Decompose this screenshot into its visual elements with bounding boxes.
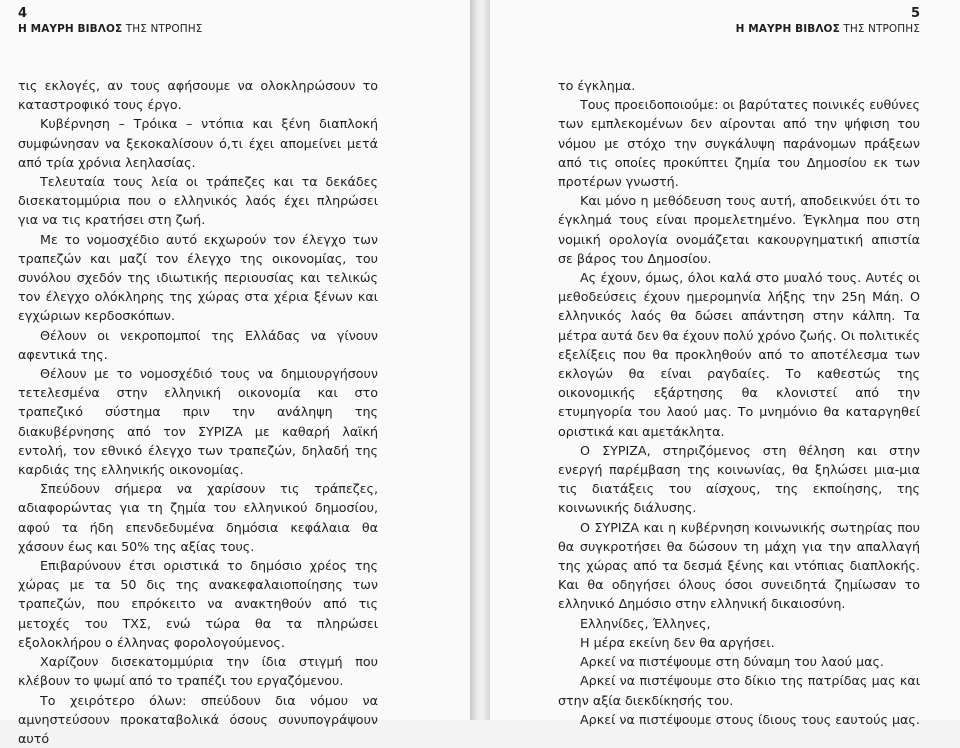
paragraph: τις εκλογές, αν τους αφήσουμε να ολοκληρώσουν το καταστροφικό τους έργο.	[18, 76, 378, 114]
paragraph: Ελληνίδες, Έλληνες,	[558, 614, 920, 633]
left-running-title	[18, 22, 202, 36]
left-page-header	[18, 6, 202, 36]
paragraph: Θέλουν οι νεκροπομποί της Ελλάδας να γίνουν αφεντικά της.	[18, 326, 378, 364]
paragraph: Η μέρα εκείνη δεν θα αργήσει.	[558, 633, 920, 652]
left-running-title-light: ΤΗΣ ΝΤΡΟΠΗΣ	[126, 23, 203, 35]
left-body-text	[18, 76, 378, 748]
paragraph: Ο ΣΥΡΙΖΑ, στηριζόμενος στη θέληση και στην ενεργή παρέμβαση της κοινωνίας, θα ξηλώσει μια-μια τις διατάξεις του αίσχους, της εκποίησης, της κοινωνικής διάλυσης.	[558, 441, 920, 518]
right-page-header	[736, 6, 920, 36]
paragraph: Θέλουν με το νομοσχέδιό τους να δημιουργήσουν τετελεσμένα στην ελληνική οικονομία και στο τραπεζικό σύστημα πριν την ανάληψη της διακυβέρνησης από τον ΣΥΡΙΖΑ με καθαρή λαϊκή εντολή, τον εθνικό έλεγχο των τραπεζών, δηλαδή της καρδιάς της ελληνικής οικονομίας.	[18, 364, 378, 479]
paragraph: Χαρίζουν δισεκατομμύρια την ίδια στιγμή που κλέβουν το ψωμί από το τραπέζι του εργαζόμενου.	[18, 652, 378, 690]
paragraph: Αρκεί να πιστέψουμε στους ίδιους τους εαυτούς μας.	[558, 710, 920, 729]
right-running-title	[736, 22, 920, 36]
paragraph: Επιβαρύνουν έτσι οριστικά το δημόσιο χρέος της χώρας με τα 50 δις της ανακεφαλαιοποίησης των τραπεζών, που επρόκειτο να ανακτηθούν από τις μετοχές του ΤΧΣ, ενώ τώρα θα τα πληρώσει εξολοκλήρου ο έλληνας φορολογούμενος.	[18, 556, 378, 652]
paragraph: Ας έχουν, όμως, όλοι καλά στο μυαλό τους. Αυτές οι μεθοδεύσεις έχουν ημερομηνία λήξης την 25η Μάη. Ο ελληνικός λαός θα δώσει απάντηση στην κάλπη. Τα μέτρα αυτά δεν θα έχουν πολύ χρόνο ζωής. Οι πολιτικές εξελίξεις που θα προκληθούν από το αποτέλεσμα των εκλογών θα είναι ραγδαίες. Το καθεστώς της οικονομικής εξάρτησης θα κλονιστεί από την ετυμηγορία του λαού μας. Το μνημόνιο θα καταργηθεί οριστικά και αμετάκλητα.	[558, 268, 920, 441]
paragraph: Κυβέρνηση – Τρόικα – ντόπια και ξένη διαπλοκή συμφώνησαν να ξεκοκαλίσουν ό,τι έχει απομείνει μετά από τρία χρόνια λεηλασίας.	[18, 114, 378, 172]
right-page-number: 5	[736, 6, 920, 22]
paragraph: Αρκεί να πιστέψουμε στο δίκιο της πατρίδας μας και στην αξία διεκδίκησής του.	[558, 671, 920, 709]
paragraph: Με το νομοσχέδιο αυτό εκχωρούν τον έλεγχο των τραπεζών και μαζί τον έλεγχο της οικονομίας, του συνόλου σχεδόν της ιδιωτικής περιουσίας και τελικώς τον έλεγχο ολόκληρης της χώρας στα χέρια ξένων και εγχώριων κερδοσκόπων.	[18, 230, 378, 326]
book-gutter	[470, 0, 490, 720]
right-body-text	[558, 76, 920, 729]
paragraph: Και μόνο η μεθόδευση τους αυτή, αποδεικνύει ότι το έγκλημά τους είναι προμελετημένο. Έγκλημα που στη νομική ορολογία ονομάζεται κακουργηματική απιστία σε βάρος του Δημοσίου.	[558, 191, 920, 268]
right-running-title-light: ΤΗΣ ΝΤΡΟΠΗΣ	[843, 23, 920, 35]
paragraph: Αρκεί να πιστέψουμε στη δύναμη του λαού μας.	[558, 652, 920, 671]
right-page	[490, 0, 960, 720]
left-page-number: 4	[18, 6, 202, 22]
paragraph: Το χειρότερο όλων: σπεύδουν δια νόμου να αμνηστεύσουν προκαταβολικά όσους συνυπογράψουν αυτό	[18, 691, 378, 748]
left-page	[0, 0, 470, 720]
paragraph: Σπεύδουν σήμερα να χαρίσουν τις τράπεζες, αδιαφορώντας για τη ζημία του ελληνικού δημοσίου, αφού τα ήδη επενδεδυμένα δημόσια κεφάλαια θα χάσουν έως και 50% της αξίας τους.	[18, 479, 378, 556]
paragraph: Τους προειδοποιούμε: οι βαρύτατες ποινικές ευθύνες των εμπλεκομένων δεν αίρονται από την ψήφιση του νόμου με στόχο την συγκάλυψη παράνομων πράξεων από τις οποίες προκύπτει ζημία του Δημοσίου εκ των προτέρων γνωστή.	[558, 95, 920, 191]
left-running-title-bold: Η ΜΑΥΡΗ ΒΙΒΛΟΣ	[18, 23, 122, 35]
paragraph: Ο ΣΥΡΙΖΑ και η κυβέρνηση κοινωνικής σωτηρίας που θα συγκροτήσει θα δώσουν τη μάχη για την απαλλαγή της χώρας από τα δεσμά ξένης και ντόπιας διαπλοκής. Και θα οδηγήσει όλους όσοι συνειδητά ζημίωσαν το ελληνικό Δημόσιο στην ελληνική δικαιοσύνη.	[558, 518, 920, 614]
right-running-title-bold: Η ΜΑΥΡΗ ΒΙΒΛΟΣ	[736, 23, 840, 35]
paragraph: Τελευταία τους λεία οι τράπεζες και τα δεκάδες δισεκατομμύρια που ο ελληνικός λαός έχει πληρώσει για να τις κρατήσει στη ζωή.	[18, 172, 378, 230]
paragraph: το έγκλημα.	[558, 76, 920, 95]
